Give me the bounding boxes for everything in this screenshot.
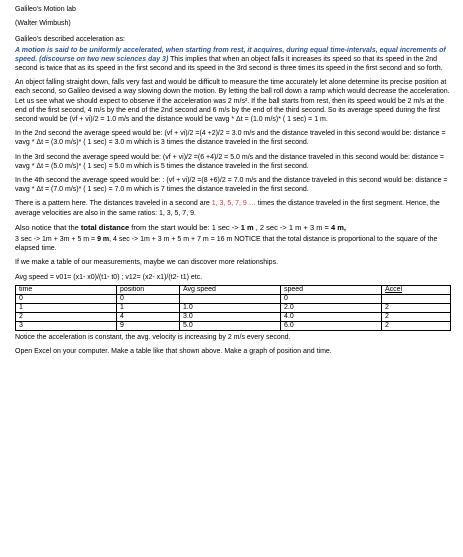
doc-author: (Walter Wimbush)	[15, 20, 71, 28]
table-header-row	[16, 285, 451, 294]
total-distance-line-2	[15, 235, 453, 253]
second-3-paragraph: In the 3rd second the average speed would be: (vf + vi)/2 =(6 +4)/2 = 5.0 m/s and the distance traveled in this second would be: distance = vavg * Δt = (5.0 m/s)* ( 1 sec) = 5.0 m which is 5 times the distance traveled in the first second.	[15, 153, 445, 170]
table-row	[16, 321, 451, 330]
second-4-paragraph: In the 4th second the average speed would be: : (vf + vi)/2 =(8 +6)/2 = 7.0 m/s and the distance traveled in this second would be: distance = vavg * Δt = (7.0 m/s)* ( 1 sec) = 7.0 m which is 7 times the distance traveled in the first second.	[15, 177, 448, 194]
total2-text: 3 sec -> 1m + 3m + 5 m =	[15, 236, 98, 244]
table-cell: 2	[382, 303, 451, 312]
total-4m: 4 m,	[331, 222, 347, 232]
doc-title: Galileo's Motion lab	[15, 6, 76, 13]
table-row	[16, 312, 451, 321]
total-text: Also notice that the	[15, 222, 81, 232]
col-header-speed: speed	[281, 285, 382, 294]
table-cell: 2	[382, 312, 451, 321]
total-distance-line	[15, 223, 453, 232]
intro-paragraph	[15, 46, 453, 74]
table-cell	[180, 294, 281, 303]
table-cell	[382, 294, 451, 303]
total-text-3: , 2 sec -> 1 m + 3 m =	[253, 222, 331, 232]
table-cell: 6.0	[281, 321, 382, 330]
galileo-quote: A motion is said to be uniformly accelerated, when starting from rest, it acquires, during equal time-intervals, equal increments of speed. (discourse on two new sciences day 3)	[15, 46, 446, 63]
col-header-position: position	[117, 285, 180, 294]
table-cell: 0	[16, 294, 117, 303]
table-cell: 2	[16, 312, 117, 321]
pattern-paragraph	[15, 199, 453, 217]
table-row	[16, 303, 451, 312]
second-2-paragraph: In the 2nd second the average speed would be: (vf + vi)/2 =(4 +2)/2 = 3.0 m/s and the distance traveled in this second would be: distance = vavg * Δt = (3.0 m/s)* ( 1 sec) = 3.0 m which is 3 times the distance traveled in the first second.	[15, 130, 446, 147]
table-cell: 3.0	[180, 312, 281, 321]
table-cell: 1	[16, 303, 117, 312]
pattern-sequence: 1, 3, 5, 7, 9 …	[211, 200, 256, 208]
pattern-text-2: times the distance traveled in the first segment. Hence, the average velocities are also in the same ratios: 1, 3, 5, 7, 9.	[15, 200, 440, 217]
total-text-2: from the start would be: 1 sec ->	[129, 222, 241, 232]
total-1m: 1 m	[240, 222, 254, 232]
col-header-avg-speed: Avg speed	[180, 285, 281, 294]
notice-text: NOTICE that the total distance is proportional to the square of the elapsed time.	[15, 236, 438, 253]
measurement-table	[15, 285, 451, 331]
table-cell: 1	[117, 303, 180, 312]
table-cell: 0	[281, 294, 382, 303]
table-cell: 9	[117, 321, 180, 330]
intro-heading: Galileo's described acceleration as:	[15, 36, 125, 44]
acceleration-note: Notice the acceleration is constant, the avg. velocity is increasing by 2 m/s every second.	[15, 333, 291, 341]
table-intro: If we make a table of our measurements, maybe we can discover more relationships.	[15, 259, 279, 267]
excel-instructions: Open Excel on your computer. Make a table like that shown above. Make a graph of position and time.	[15, 348, 332, 356]
table-cell: 5.0	[180, 321, 281, 330]
quote-explanation: This implies that when an object falls it increases its speed so that its speed in the 2nd second is twice that as its speed in the first second and its speed in the 3rd second is three times its speed in the first second and so forth.	[15, 55, 443, 73]
total2-text-2: , 4 sec -> 1m + 3 m + 5 m + 7 m = 16 m	[109, 236, 233, 244]
total-distance-bold: total distance	[80, 222, 130, 232]
ramp-paragraph: An object falling straight down, falls very fast and would be difficult to measure the time accurately let alone determine its precise position at each second, so Galileo devised a way slowing down the motion. By letting the ball roll down a ramp which would decrease the acceleration. Let us see what we should expect to observe if the acceleration was 2 m/s². If the ball starts from rest, then its speed would be 2 m/s at the end of the first second, 4 m/s by the end of the 2nd second and 6 m/s by the end of the third second. So its average speed during the first second would be (vf + vi)/2 = 1.0 m/s and the distance would be vavg * Δt = (1.0 m/s)* ( 1 sec) = 1 m.	[15, 79, 450, 124]
pattern-text: There is a pattern here. The distances traveled in a second are	[15, 200, 212, 208]
col-header-time: time	[16, 285, 117, 294]
table-cell: 1.0	[180, 303, 281, 312]
table-cell: 4	[117, 312, 180, 321]
table-cell: 2	[382, 321, 451, 330]
table-row	[16, 294, 451, 303]
table-cell: 2.0	[281, 303, 382, 312]
avg-speed-formula: Avg speed = v01= (x1- x0)/(t1- t0) ; v12= (x2- x1)/(t2- t1) etc.	[15, 273, 203, 281]
table-cell: 3	[16, 321, 117, 330]
total-9m: 9 m	[97, 236, 110, 244]
col-header-accel: Accel	[382, 285, 451, 294]
table-cell: 0	[117, 294, 180, 303]
table-cell: 4.0	[281, 312, 382, 321]
